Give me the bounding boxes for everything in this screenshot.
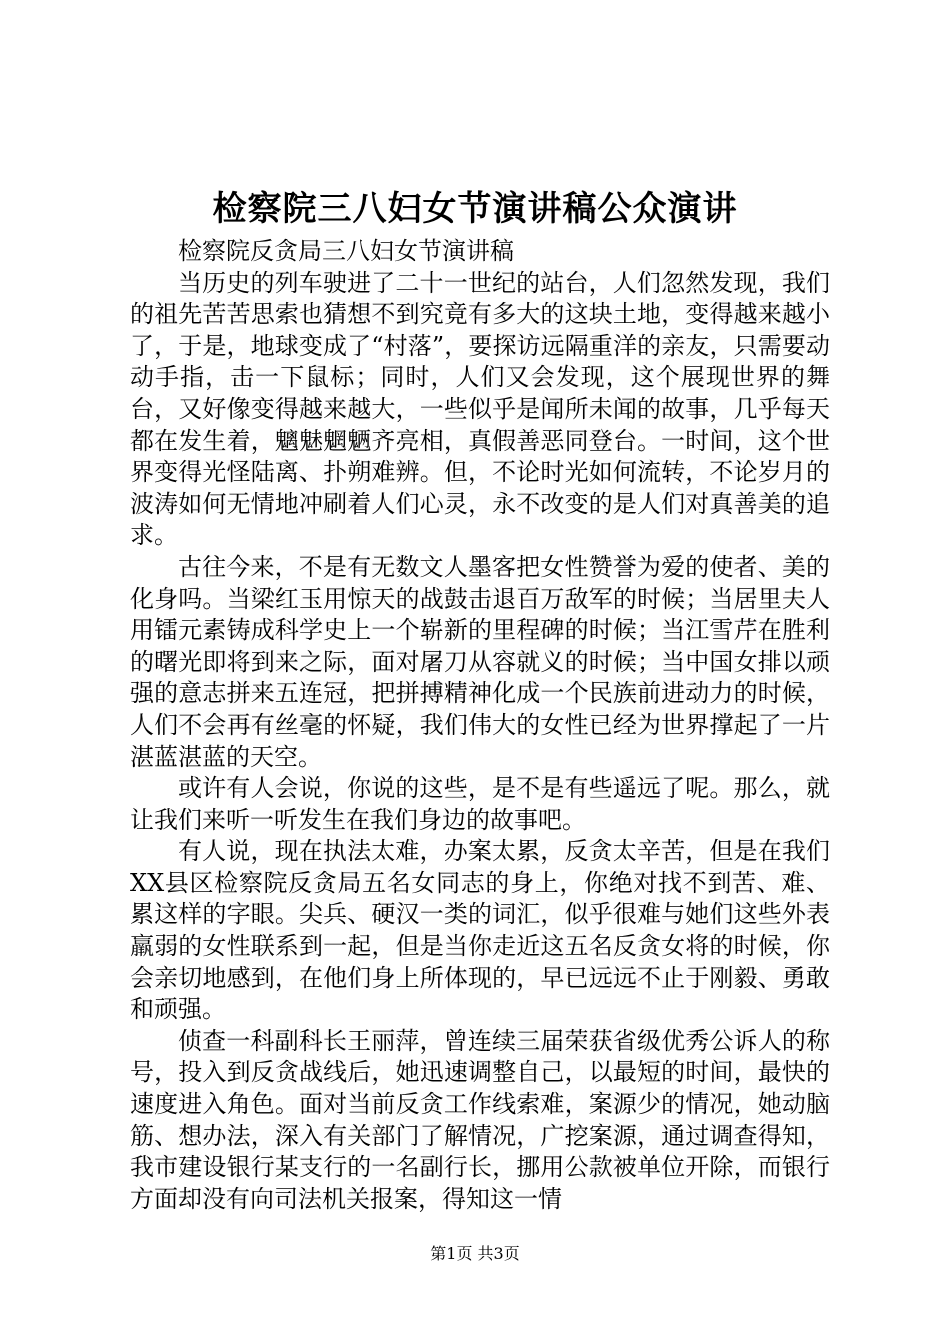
document-title: 检察院三八妇女节演讲稿公众演讲: [212, 189, 738, 229]
subtitle-paragraph: 检察院反贪局三八妇女节演讲稿: [178, 237, 514, 265]
document-body: [130, 236, 830, 1215]
body-paragraph-2: 古往今来，不是有无数文人墨客把女性赞誉为爱的使者、美的化身吗。当梁红玉用惊天的战鼓击退百万敌军的时候；当居里夫人用镭元素铸成科学史上一个崭新的里程碑的时候；当江雪芹在胜利的曙光即将到来之际，面对屠刀从容就义的时候；当中国女排以顽强的意志拼来五连冠，把拼搏精神化成一个民族前进动力的时候，人们不会再有丝毫的怀疑，我们伟大的女性已经为世界撑起了一片湛蓝湛蓝的天空。: [130, 552, 830, 771]
page-number-footer: 第1页 共3页: [430, 1244, 520, 1263]
body-paragraph-4: 有人说，现在执法太难，办案太累，反贪太辛苦，但是在我们XX县区检察院反贪局五名女同志的身上，你绝对找不到苦、难、累这样的字眼。尖兵、硬汉一类的词汇，似乎很难与她们这些外表羸弱的女性联系到一起，但是当你走近这五名反贪女将的时候，你会亲切地感到，在他们身上所体现的，早已远远不止于刚毅、勇敢和顽强。: [130, 837, 830, 1024]
body-paragraph-5: 侦查一科副科长王丽萍，曾连续三届荣获省级优秀公诉人的称号，投入到反贪战线后，她迅速调整自己，以最短的时间，最快的速度进入角色。面对当前反贪工作线索难，案源少的情况，她动脑筋、想办法，深入有关部门了解情况，广挖案源，通过调查得知，我市建设银行某支行的一名副行长，挪用公款被单位开除，而银行方面却没有向司法机关报案，得知这一情: [130, 1026, 830, 1213]
body-paragraph-3: 或许有人会说，你说的这些，是不是有些遥远了呢。那么，就让我们来听一听发生在我们身边的故事吧。: [130, 774, 830, 834]
body-paragraph-1: 当历史的列车驶进了二十一世纪的站台，人们忽然发现，我们的祖先苦苦思索也猜想不到究竟有多大的这块土地，变得越来越小了，于是，地球变成了“村落”，要探访远隔重洋的亲友，只需要动动手指，击一下鼠标；同时，人们又会发现，这个展现世界的舞台，又好像变得越来越大，一些似乎是闻所未闻的故事，几乎每天都在发生着，魑魅魍魉齐亮相，真假善恶同登台。一时间，这个世界变得光怪陆离、扑朔难辨。但，不论时光如何流转，不论岁月的波涛如何无情地冲刷着人们心灵，永不改变的是人们对真善美的追求。: [130, 268, 830, 550]
